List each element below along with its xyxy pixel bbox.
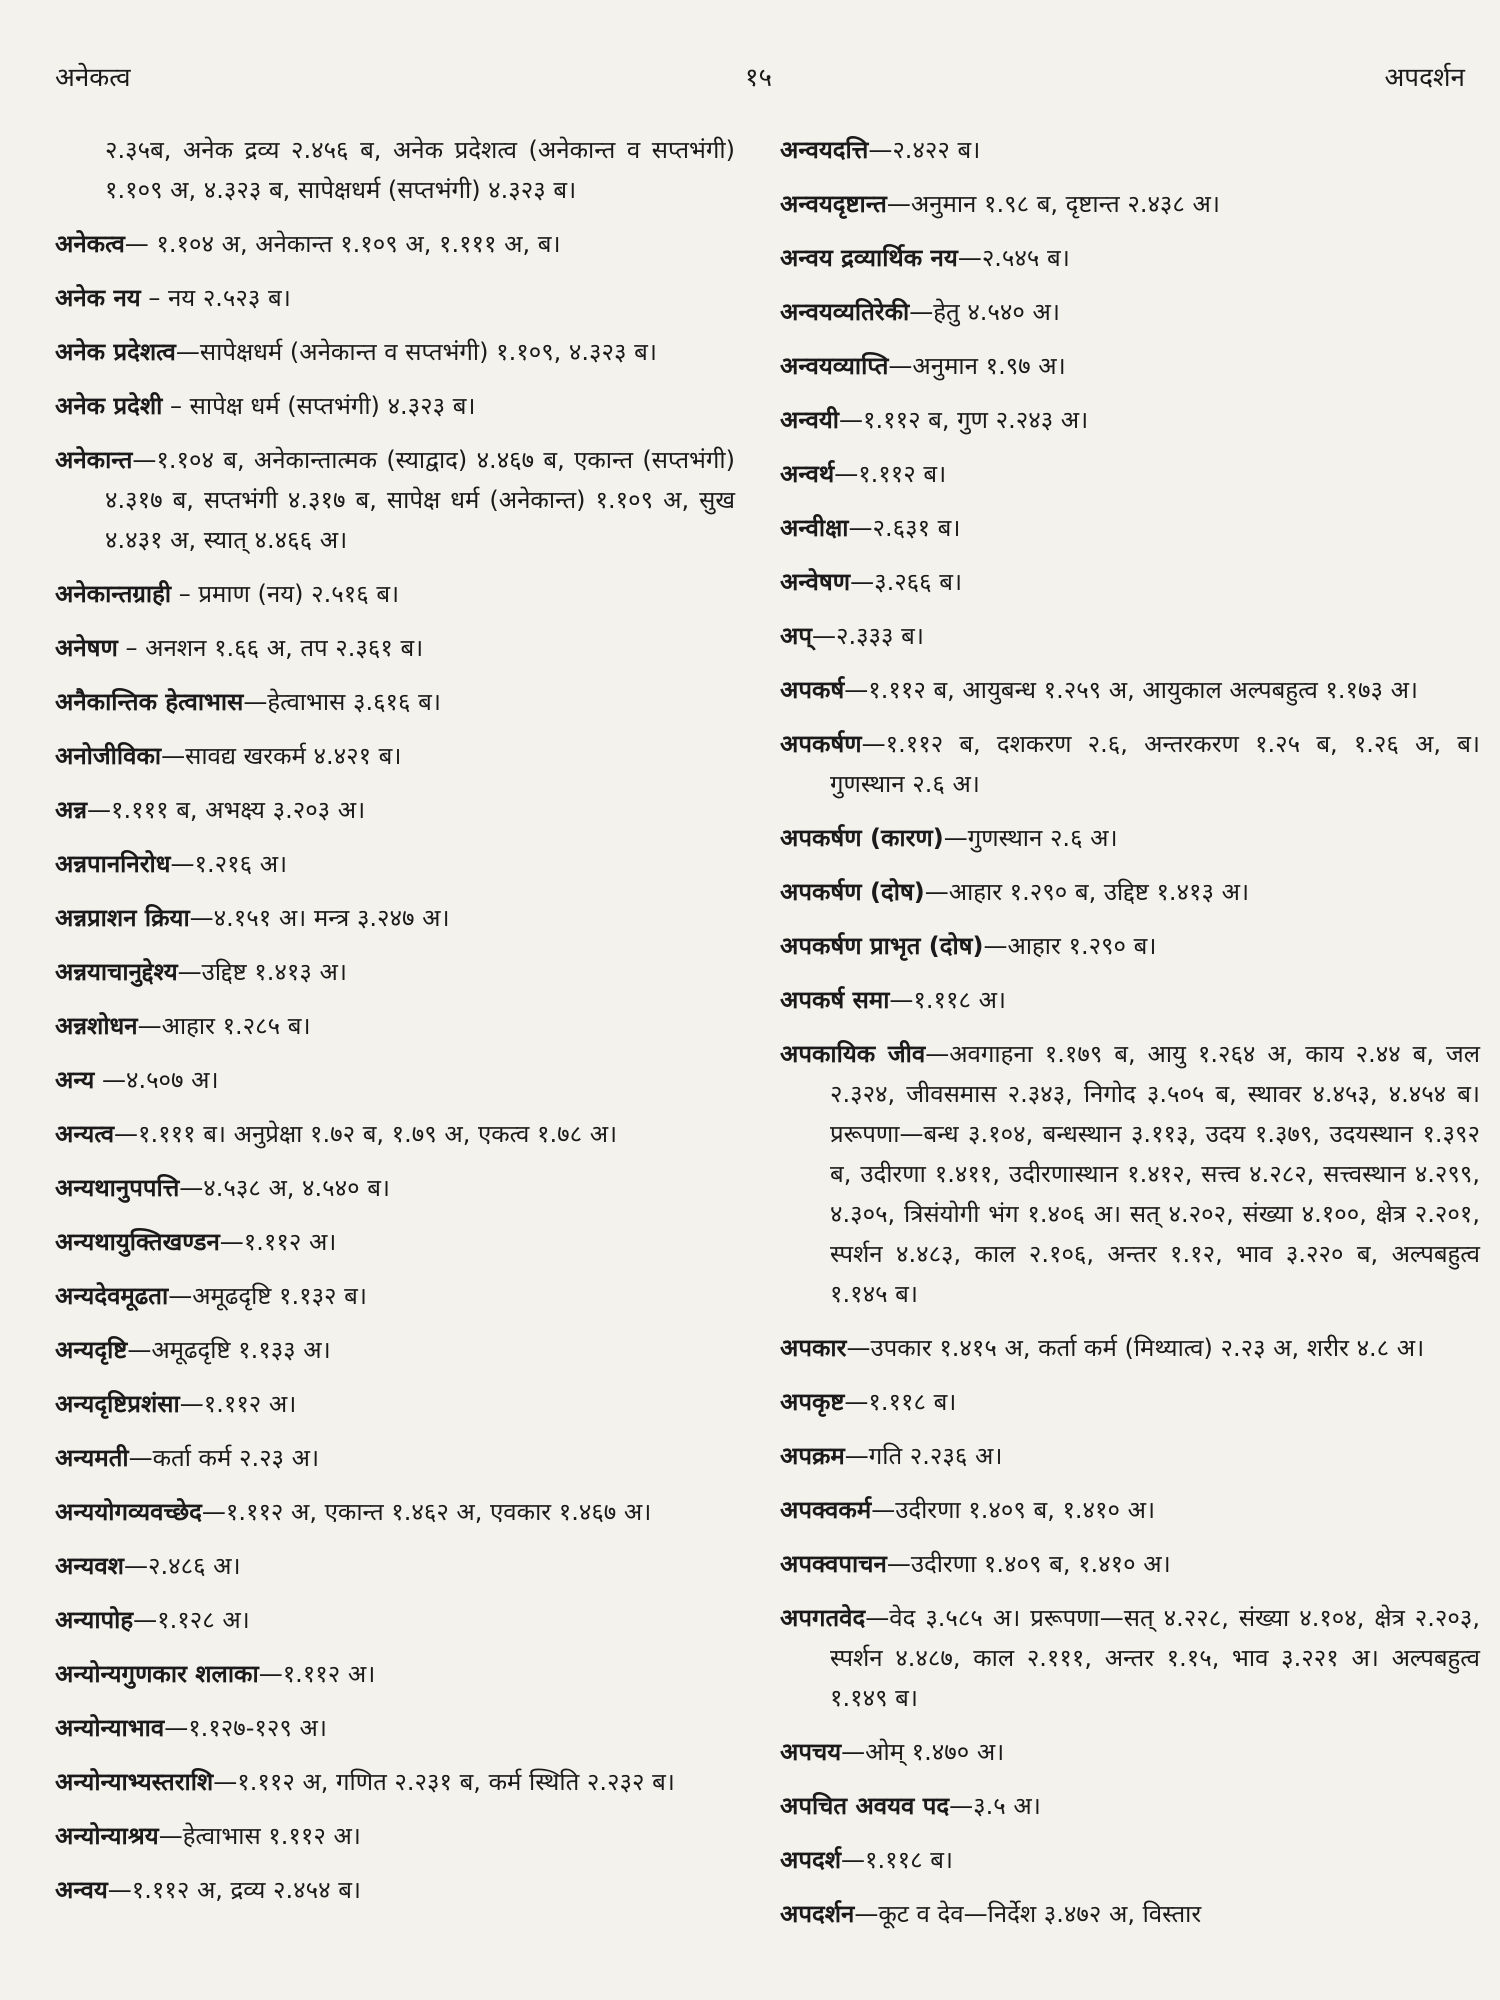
- entry-references: —१.१२८ अ।: [133, 1606, 250, 1634]
- entry-term: अन्यमती: [55, 1444, 129, 1472]
- index-entry: [780, 346, 1480, 386]
- entry-references: —१.११२ ब।: [834, 460, 947, 488]
- entry-term: अपक्रम: [780, 1442, 845, 1470]
- index-entry: [55, 1762, 735, 1802]
- entry-term: अन्यथायुक्तिखण्डन: [55, 1228, 220, 1256]
- right-column: [780, 130, 1480, 1948]
- entry-references: —३.२६६ ब।: [850, 568, 963, 596]
- entry-references: —२.४२२ ब।: [868, 136, 981, 164]
- entry-term: अनेक प्रदेशी: [55, 392, 163, 420]
- entry-term: अनेक नय: [55, 284, 141, 312]
- index-entry: [55, 574, 735, 614]
- index-entry: [780, 1382, 1480, 1422]
- index-entry: [780, 1490, 1480, 1530]
- entry-references: — १.१०४ अ, अनेकान्त १.१०९ अ, १.१११ अ, ब।: [124, 230, 561, 258]
- index-entry: [780, 926, 1480, 966]
- index-entry: [780, 130, 1480, 170]
- index-entry: [780, 670, 1480, 710]
- entry-term: अन्वय द्रव्यार्थिक नय: [780, 244, 958, 272]
- entry-term: अपकर्षण प्राभृत (दोष): [780, 932, 984, 960]
- entry-term: अपकर्ष: [780, 676, 845, 704]
- entry-references: —आहार १.२९० ब, उद्दिष्ट १.४१३ अ।: [924, 878, 1250, 906]
- index-entry: [55, 736, 735, 776]
- index-entry: [55, 1384, 735, 1424]
- index-entry: [780, 1598, 1480, 1718]
- entry-term: अपकर्षण (दोष): [780, 878, 925, 906]
- entry-references: —उदीरणा १.४०९ ब, १.४१० अ।: [871, 1496, 1156, 1524]
- entry-term: अन्यदेवमूढता: [55, 1282, 169, 1310]
- entry-references: —१.१०४ ब, अनेकान्तात्मक (स्याद्वाद) ४.४६७ ब, एकान्त (सप्तभंगी) ४.३१७ ब, सप्तभंगी ४.३१७ ब, सापेक्ष धर्म (अनेकान्त) १.१०९ अ, सुख ४.४३१ अ, स्यात् ४.४६६ अ।: [105, 446, 735, 554]
- entry-references: —१.११२ अ, एकान्त १.४६२ अ, एवकार १.४६७ अ।: [201, 1498, 652, 1526]
- entry-term: अन्वर्थ: [780, 460, 835, 488]
- index-entry: [780, 1786, 1480, 1826]
- entry-references: —१.११२ अ, द्रव्य २.४५४ ब।: [107, 1876, 362, 1904]
- entry-term: अनेषण: [55, 634, 118, 662]
- entry-term: अपदर्शन: [780, 1900, 855, 1928]
- entry-references: —३.५ अ।: [949, 1792, 1041, 1820]
- entry-term: अन्योन्याश्रय: [55, 1822, 159, 1850]
- entry-term: अन्नशोधन: [55, 1012, 138, 1040]
- entry-references: —१.११८ ब।: [841, 1846, 954, 1874]
- entry-term: अन्ययोगव्यवच्छेद: [55, 1498, 202, 1526]
- index-entry: [55, 440, 735, 560]
- entry-term: अन्यदृष्टि: [55, 1336, 128, 1364]
- entry-term: अपदर्श: [780, 1846, 842, 1874]
- entry-references: २.३५ब, अनेक द्रव्य २.४५६ ब, अनेक प्रदेशत्व (अनेकान्त व सप्तभंगी) १.१०९ अ, ४.३२३ ब, सापेक्षधर्म (सप्तभंगी) ४.३२३ ब।: [105, 136, 735, 204]
- entry-term: अन्यथानुपपत्ति: [55, 1174, 180, 1202]
- index-entry: [55, 224, 735, 264]
- entry-references: —आहार १.२८५ ब।: [137, 1012, 311, 1040]
- left-column: [55, 130, 735, 1924]
- index-entry: [55, 386, 735, 426]
- index-entry: [780, 616, 1480, 656]
- entry-term: अन्योन्याभ्यस्तराशि: [55, 1768, 214, 1796]
- entry-references: —१.१११ ब, अभक्ष्य ३.२०३ अ।: [87, 796, 366, 824]
- index-entry: [780, 238, 1480, 278]
- entry-term: अपचित अवयव पद: [780, 1792, 950, 1820]
- entry-references: —१.१११ ब। अनुप्रेक्षा १.७२ ब, १.७९ अ, एकत्व १.७८ अ।: [114, 1120, 618, 1148]
- entry-references: – प्रमाण (नय) २.५१६ ब।: [171, 580, 400, 608]
- entry-references: —ओम् १.४७० अ।: [841, 1738, 1005, 1766]
- entry-term: अन्यत्व: [55, 1120, 115, 1148]
- entry-term: अन्यवश: [55, 1552, 124, 1580]
- entry-term: अन्योन्याभाव: [55, 1714, 165, 1742]
- index-entry: [55, 1006, 735, 1046]
- entry-references: —हेतु ४.५४० अ।: [909, 298, 1060, 326]
- header-left-term: अनेकत्व: [55, 63, 131, 93]
- entry-references: —अनुमान १.९७ अ।: [888, 352, 1066, 380]
- entry-term: अपगतवेद: [780, 1604, 866, 1632]
- entry-term: अन्यापोह: [55, 1606, 134, 1634]
- entry-references: – अनशन १.६६ अ, तप २.३६१ ब।: [117, 634, 424, 662]
- entry-references: —१.११२ ब, दशकरण २.६, अन्तरकरण १.२५ ब, १.२६ अ, ब। गुणस्थान २.६ अ।: [830, 730, 1480, 798]
- index-entry: [55, 952, 735, 992]
- entry-references: —४.१५१ अ। मन्त्र ३.२४७ अ।: [189, 904, 450, 932]
- index-entry: [780, 1894, 1480, 1934]
- entry-references: —१.११२ अ।: [258, 1660, 376, 1688]
- index-entry: [780, 1732, 1480, 1772]
- index-entry: [55, 1492, 735, 1532]
- index-entry: [55, 130, 735, 210]
- index-entry: [55, 332, 735, 372]
- entry-term: अपकर्ष समा: [780, 986, 890, 1014]
- entry-term: अपकृष्ट: [780, 1388, 845, 1416]
- index-entry: [55, 1168, 735, 1208]
- page-header: [55, 58, 1465, 98]
- entry-term: अन्वयदृष्टान्त: [780, 190, 887, 218]
- entry-references: —१.११२ अ।: [219, 1228, 337, 1256]
- entry-term: अन्वय: [55, 1876, 108, 1904]
- entry-references: —आहार १.२९० ब।: [983, 932, 1157, 960]
- index-entry: [55, 1870, 735, 1910]
- index-entry: [55, 1114, 735, 1154]
- entry-references: —अमूढदृष्टि १.१३२ ब।: [168, 1282, 367, 1310]
- index-entry: [55, 1546, 735, 1586]
- index-entry: [780, 292, 1480, 332]
- entry-term: अनेकत्व: [55, 230, 125, 258]
- entry-references: —उपकार १.४१५ अ, कर्ता कर्म (मिथ्यात्व) २.२३ अ, शरीर ४.८ अ।: [846, 1334, 1425, 1362]
- entry-references: —अनुमान १.९८ ब, दृष्टान्त २.४३८ अ।: [886, 190, 1220, 218]
- index-entry: [780, 980, 1480, 1020]
- entry-term: अन्वयव्याप्ति: [780, 352, 889, 380]
- entry-references: —१.११२ ब, गुण २.२४३ अ।: [839, 406, 1089, 434]
- entry-term: अपचय: [780, 1738, 842, 1766]
- index-entry: [55, 1222, 735, 1262]
- entry-references: —अवगाहना १.१७९ ब, आयु १.२६४ अ, काय २.४४ ब, जल २.३२४, जीवसमास २.३४३, निगोद ३.५०५ ब, स्थावर ४.४५३, ४.४५४ ब। प्ररूपणा—बन्ध ३.१०४, बन्धस्थान ३.११३, उदय १.३७९, उदयस्थान १.३९२ ब, उदीरणा १.४११, उदीरणास्थान १.४१२, सत्त्व ४.२८२, सत्त्वस्थान ४.२९९, ४.३०५, त्रिसंयोगी भंग १.४०६ अ। सत् ४.२०२, संख्या ४.१००, क्षेत्र २.२०१, स्पर्शन ४.४८३, काल २.१०६, अन्तर १.१२, भाव ३.२२० ब, अल्पबहुत्व १.१४५ ब।: [830, 1040, 1480, 1308]
- entry-term: अन्नपाननिरोध: [55, 850, 171, 878]
- entry-term: अपक्वपाचन: [780, 1550, 887, 1578]
- index-entry: [780, 1034, 1480, 1314]
- index-entry: [55, 1816, 735, 1856]
- index-entry: [780, 562, 1480, 602]
- entry-references: —हेत्वाभास ३.६१६ ब।: [243, 688, 441, 716]
- header-right-term: अपदर्शन: [1384, 63, 1465, 93]
- entry-references: —उद्दिष्ट १.४१३ अ।: [177, 958, 347, 986]
- entry-references: —१.११२ अ।: [179, 1390, 297, 1418]
- index-entry: [780, 724, 1480, 804]
- index-entry: [55, 898, 735, 938]
- entry-references: —१.११२ ब, आयुबन्ध १.२५९ अ, आयुकाल अल्पबहुत्व १.१७३ अ।: [844, 676, 1419, 704]
- entry-references: —कूट व देव—निर्देश ३.४७२ अ, विस्तार: [854, 1900, 1202, 1928]
- index-entry: [780, 872, 1480, 912]
- index-entry: [55, 278, 735, 318]
- page-number: १५: [745, 63, 773, 93]
- entry-references: —गुणस्थान २.६ अ।: [943, 824, 1118, 852]
- entry-references: —१.११२ अ, गणित २.२३१ ब, कर्म स्थिति २.२३२ ब।: [213, 1768, 675, 1796]
- entry-references: —४.५३८ अ, ४.५४० ब।: [179, 1174, 391, 1202]
- entry-references: —सापेक्षधर्म (अनेकान्त व सप्तभंगी) १.१०९, ४.३२३ ब।: [175, 338, 657, 366]
- entry-term: अपक्वकर्म: [780, 1496, 872, 1524]
- entry-references: —४.५०७ अ।: [94, 1066, 219, 1094]
- index-entry: [55, 1060, 735, 1100]
- index-entry: [55, 682, 735, 722]
- entry-references: —कर्ता कर्म २.२३ अ।: [128, 1444, 320, 1472]
- entry-term: अन्नयाचानुद्देश्य: [55, 958, 178, 986]
- entry-references: —२.३३३ ब।: [811, 622, 924, 650]
- entry-references: —अमूढदृष्टि १.१३३ अ।: [127, 1336, 331, 1364]
- index-entry: [780, 508, 1480, 548]
- entry-references: —१.११८ ब।: [844, 1388, 957, 1416]
- index-entry: [780, 184, 1480, 224]
- index-entry: [55, 844, 735, 884]
- entry-term: अन्वयव्यतिरेकी: [780, 298, 910, 326]
- index-entry: [55, 1600, 735, 1640]
- entry-references: —२.४८६ अ।: [124, 1552, 241, 1580]
- index-entry: [780, 400, 1480, 440]
- entry-term: अप्: [780, 622, 812, 650]
- entry-term: अपकायिक जीव: [780, 1040, 926, 1068]
- entry-term: अन्न: [55, 796, 88, 824]
- index-entry: [55, 1438, 735, 1478]
- entry-references: —१.१२७-१२९ अ।: [164, 1714, 327, 1742]
- entry-term: अन्वेषण: [780, 568, 851, 596]
- entry-references: —उदीरणा १.४०९ ब, १.४१० अ।: [886, 1550, 1171, 1578]
- index-entry: [55, 1330, 735, 1370]
- entry-term: अन्वयदत्ति: [780, 136, 869, 164]
- entry-references: —२.६३१ ब।: [848, 514, 961, 542]
- entry-term: अनोजीविका: [55, 742, 162, 770]
- entry-term: अन्य: [55, 1066, 95, 1094]
- index-entry: [780, 1436, 1480, 1476]
- entry-references: —१.११८ अ।: [889, 986, 1007, 1014]
- entry-references: – सापेक्ष धर्म (सप्तभंगी) ४.३२३ ब।: [162, 392, 476, 420]
- entry-term: अपकार: [780, 1334, 847, 1362]
- entry-term: अन्नप्राशन क्रिया: [55, 904, 190, 932]
- index-entry: [55, 790, 735, 830]
- index-entry: [55, 1654, 735, 1694]
- entry-term: अन्वयी: [780, 406, 839, 434]
- index-entry: [55, 1276, 735, 1316]
- index-entry: [780, 1840, 1480, 1880]
- entry-references: —वेद ३.५८५ अ। प्ररूपणा—सत् ४.२२८, संख्या ४.१०४, क्षेत्र २.२०३, स्पर्शन ४.४८७, काल २.१११, अन्तर १.१५, भाव ३.२२१ अ। अल्पबहुत्व १.१४९ ब।: [830, 1604, 1480, 1712]
- entry-references: —सावद्य खरकर्म ४.४२१ ब।: [161, 742, 402, 770]
- entry-references: —१.२१६ अ।: [170, 850, 288, 878]
- entry-term: अन्योन्यगुणकार शलाका: [55, 1660, 259, 1688]
- entry-term: अनैकान्तिक हेत्वाभास: [55, 688, 244, 716]
- entry-references: —२.५४५ ब।: [957, 244, 1070, 272]
- entry-term: अपकर्षण: [780, 730, 862, 758]
- index-entry: [55, 1708, 735, 1748]
- index-entry: [780, 454, 1480, 494]
- index-entry: [55, 628, 735, 668]
- index-entry: [780, 1328, 1480, 1368]
- entry-term: अनेकान्तग्राही: [55, 580, 172, 608]
- index-entry: [780, 818, 1480, 858]
- entry-references: —गति २.२३६ अ।: [844, 1442, 1003, 1470]
- entry-term: अपकर्षण (कारण): [780, 824, 944, 852]
- entry-term: अनेकान्त: [55, 446, 133, 474]
- entry-term: अनेक प्रदेशत्व: [55, 338, 176, 366]
- entry-term: अन्यदृष्टिप्रशंसा: [55, 1390, 180, 1418]
- index-entry: [780, 1544, 1480, 1584]
- entry-term: अन्वीक्षा: [780, 514, 849, 542]
- entry-references: —हेत्वाभास १.११२ अ।: [158, 1822, 361, 1850]
- entry-references: – नय २.५२३ ब।: [140, 284, 291, 312]
